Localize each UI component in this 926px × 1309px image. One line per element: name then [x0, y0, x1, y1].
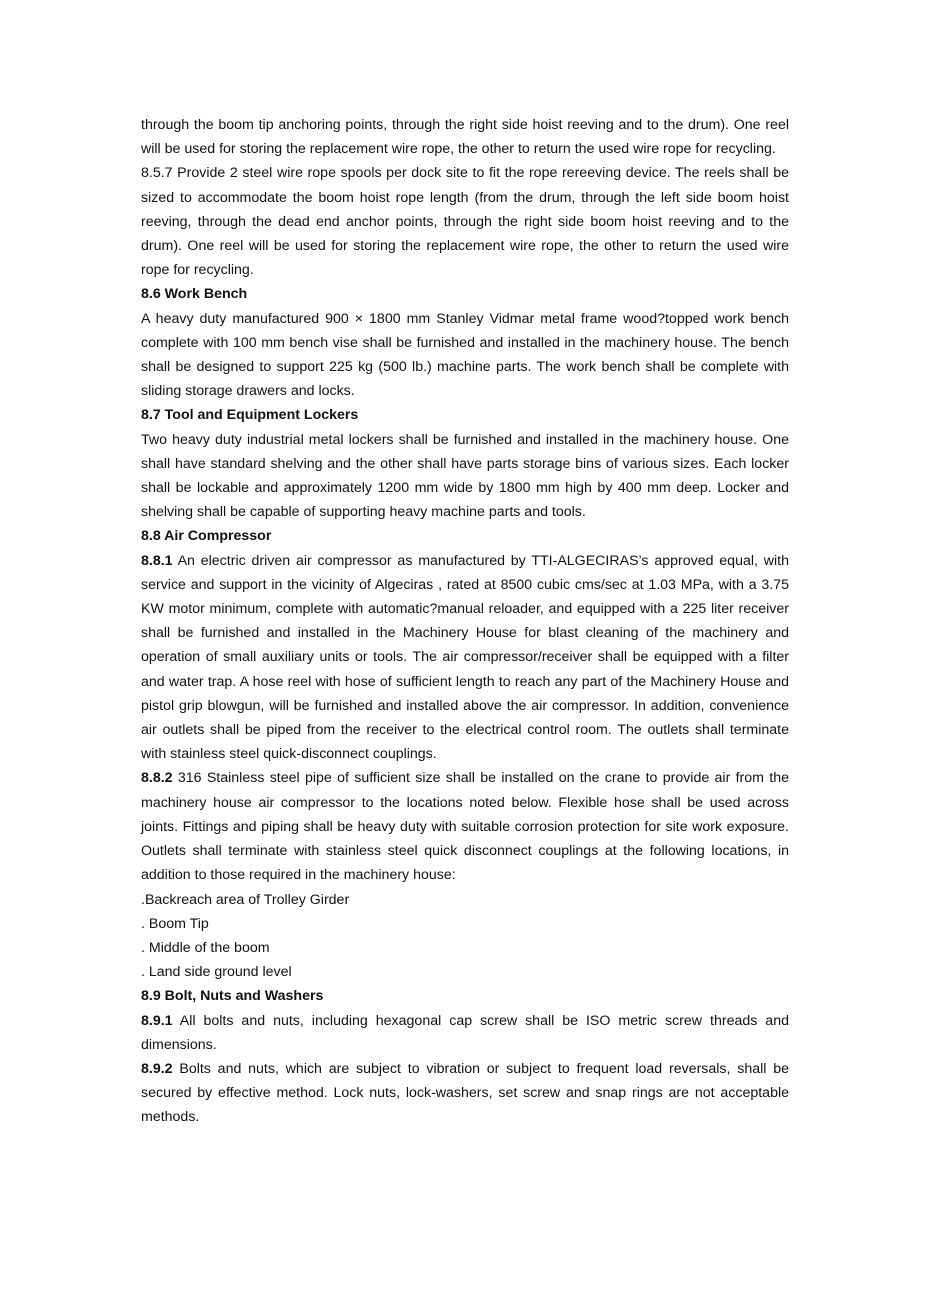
- paragraph-8-8-2: [141, 766, 789, 887]
- clause-text: Bolts and nuts, which are subject to vibration or subject to frequent load reversals, shall be secured by effective method. Lock nuts, lock-washers, set screw and snap rings are not acceptable methods.: [141, 1060, 789, 1126]
- list-item: .Backreach area of Trolley Girder: [141, 891, 350, 908]
- paragraph-8-9-1: [141, 1009, 789, 1057]
- heading-8-7: 8.7 Tool and Equipment Lockers: [141, 407, 359, 424]
- clause-text: 316 Stainless steel pipe of sufficient size shall be installed on the crane to provide air from the machinery house air compressor to the locations noted below. Flexible hose shall be used across joints. Fittings and piping shall be heavy duty with suitable corrosion protection for site work exposure. Outlets shall terminate with stainless steel quick disconnect couplings at the following locations, in addition to those required in the machinery house:: [141, 770, 789, 884]
- heading-8-8: 8.8 Air Compressor: [141, 528, 272, 545]
- paragraph-8-9-2: [141, 1057, 789, 1130]
- clause-text: All bolts and nuts, including hexagonal cap screw shall be ISO metric screw threads and dimensions.: [141, 1012, 789, 1053]
- heading-8-9: 8.9 Bolt, Nuts and Washers: [141, 988, 324, 1005]
- clause-number: 8.9.1: [141, 1012, 173, 1029]
- paragraph-8-5-7: 8.5.7 Provide 2 steel wire rope spools per dock site to fit the rope rereeving device. The reels shall be sized to accommodate the boom hoist rope length (from the drum, through the left side boom hoist reeving, through the dead end anchor points, through the right side boom hoist reeving and to the drum). One reel will be used for storing the replacement wire rope, the other to return the used wire rope for recycling.: [141, 165, 789, 279]
- document-page: [141, 113, 789, 1130]
- heading-8-6: 8.6 Work Bench: [141, 286, 248, 303]
- paragraph-8-6: A heavy duty manufactured 900 × 1800 mm Stanley Vidmar metal frame wood?topped work bench complete with 100 mm bench vise shall be furnished and installed in the machinery house. The bench shall be designed to support 225 kg (500 lb.) machine parts. The work bench shall be complete with sliding storage drawers and locks.: [141, 310, 789, 400]
- clause-number: 8.8.1: [141, 552, 173, 569]
- paragraph-8-8-1: [141, 549, 789, 767]
- list-item: . Middle of the boom: [141, 939, 270, 956]
- clause-text: An electric driven air compressor as manufactured by TTI-ALGECIRAS’s approved equal, with service and support in the vicinity of Algeciras , rated at 8500 cubic cms/sec at 1.03 MPa, with a 3.75 KW motor minimum, complete with automatic?manual reloader, and equipped with a 225 liter receiver shall be furnished and installed in the Machinery House for blast cleaning of the machinery and operation of small auxiliary units or tools. The air compressor/receiver shall be equipped with a filter and water trap. A hose reel with hose of sufficient length to reach any part of the Machinery House and pistol grip blowgun, will be furnished and installed above the air compressor. In addition, convenience air outlets shall be piped from the receiver to the electrical control room. The outlets shall terminate with stainless steel quick-disconnect couplings.: [141, 552, 789, 763]
- clause-number: 8.8.2: [141, 770, 173, 787]
- clause-number: 8.9.2: [141, 1060, 173, 1077]
- list-item: . Boom Tip: [141, 915, 209, 932]
- paragraph-8-7: Two heavy duty industrial metal lockers shall be furnished and installed in the machinery house. One shall have standard shelving and the other shall have parts storage bins of various sizes. Each locker shall be lockable and approximately 1200 mm wide by 1800 mm high by 400 mm deep. Locker and shelving shall be capable of supporting heavy machine parts and tools.: [141, 431, 789, 521]
- list-item: . Land side ground level: [141, 964, 292, 981]
- paragraph-continuation: through the boom tip anchoring points, through the right side hoist reeving and to the drum). One reel will be used for storing the replacement wire rope, the other to return the used wire rope for recycling.: [141, 117, 789, 158]
